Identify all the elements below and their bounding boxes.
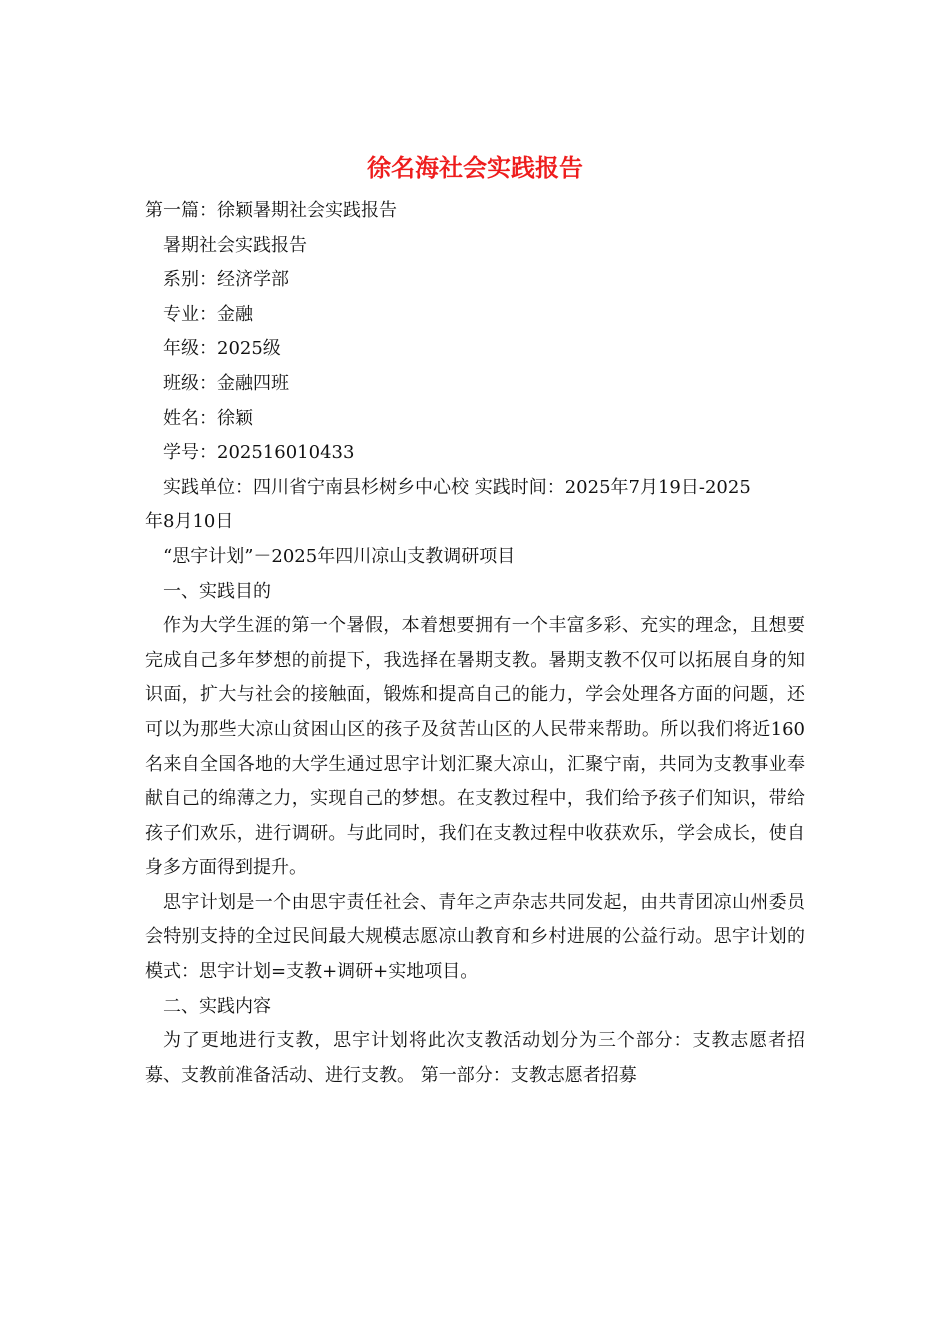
- section-2-heading: 二、实践内容: [163, 995, 271, 1017]
- document-title: 徐名海社会实践报告: [367, 153, 583, 182]
- section-1-paragraph-1: 作为大学生涯的第一个暑假，本着想要拥有一个丰富多彩、充实的理念，且想要完成自己多年梦想的前提下，我选择在暑期支教。暑期支教不仅可以拓展自身的知识面，扩大与社会的接触面，锻炼和提高自己的能力，学会处理各方面的问题，还可以为那些大凉山贫困山区的孩子及贫苦山区的人民带来帮助。所以我们将近160名来自全国各地的大学生通过思宇计划汇聚大凉山，汇聚宁南，共同为支教事业奉献自己的绵薄之力，实现自己的梦想。在支教过程中，我们给予孩子们知识，带给孩子们欢乐，进行调研。与此同时，我们在支教过程中收获欢乐，学会成长，使自身多方面得到提升。: [145, 615, 805, 879]
- department-field: 系别：经济学部: [163, 269, 289, 291]
- document-body: [145, 194, 805, 1093]
- name-field: 姓名：徐颖: [163, 407, 253, 429]
- project-title: “思宇计划”－2025年四川凉山支教调研项目: [163, 545, 516, 567]
- practice-unit-continued: 年8月10日: [145, 511, 234, 533]
- section-1-paragraph-2: 思宇计划是一个由思宇责任社会、青年之声杂志共同发起，由共青团凉山州委员会特别支持的全过民间最大规模志愿凉山教育和乡村进展的公益行动。思宇计划的模式：思宇计划=支教+调研+实地项目。: [145, 891, 805, 983]
- chapter-heading: 第一篇：徐颖暑期社会实践报告: [145, 200, 397, 221]
- class-field: 班级：金融四班: [163, 372, 289, 394]
- section-2-paragraph-1: 为了更地进行支教，思宇计划将此次支教活动划分为三个部分：支教志愿者招募、支教前准备活动、进行支教。 第一部分：支教志愿者招募: [145, 1030, 805, 1086]
- grade-field: 年级：2025级: [163, 338, 281, 360]
- major-field: 专业：金融: [163, 303, 253, 325]
- report-heading: 暑期社会实践报告: [163, 234, 307, 256]
- student-id-field: 学号：202516010433: [163, 442, 355, 464]
- section-1-heading: 一、实践目的: [163, 580, 271, 602]
- practice-unit-line: 实践单位：四川省宁南县杉树乡中心校 实践时间：2025年7月19日-2025: [163, 476, 751, 498]
